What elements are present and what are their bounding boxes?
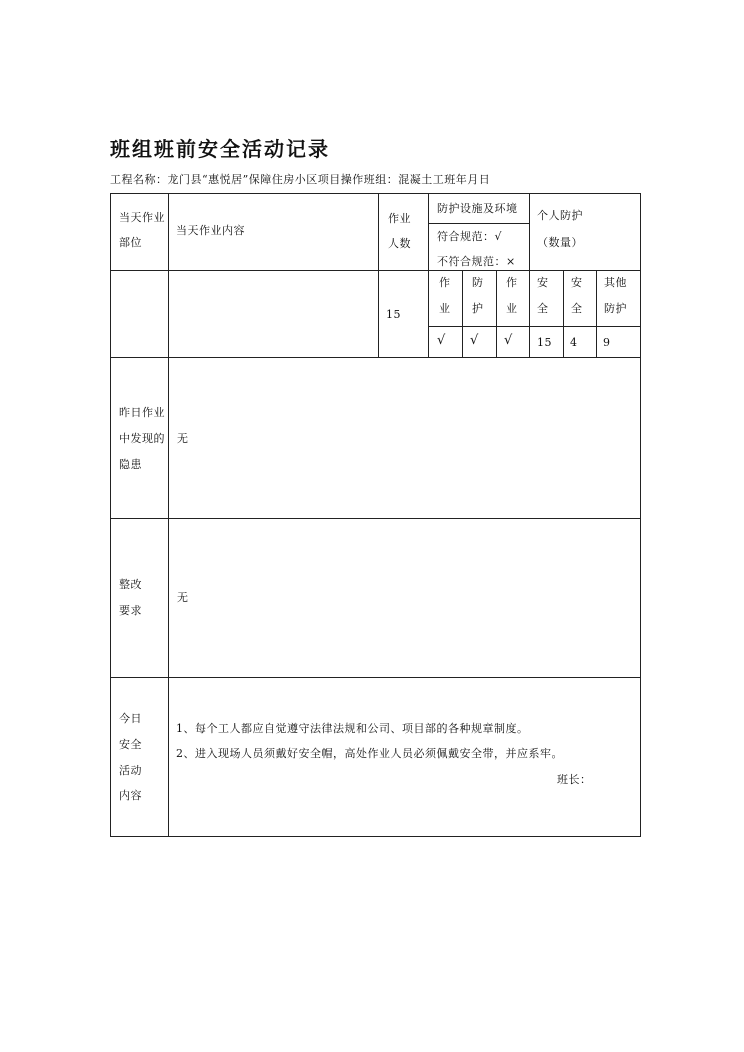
personal-label-1: 个人防护 xyxy=(537,209,583,222)
hazards-label-1: 昨日作业 xyxy=(119,406,165,419)
workers-value: 15 xyxy=(386,308,401,321)
row-line-2 xyxy=(110,357,641,358)
work2-sub-1: 作 xyxy=(506,276,518,289)
col-line-protect xyxy=(529,193,530,358)
safety2-sub-1: 安 xyxy=(571,276,583,289)
today-label-4: 内容 xyxy=(119,789,142,802)
today-label-3: 活动 xyxy=(119,764,142,777)
comply-label: 符合规范：√ xyxy=(437,230,503,243)
other-sub-2: 防护 xyxy=(604,302,627,315)
content-label: 当天作业内容 xyxy=(176,224,245,237)
rectify-label-1: 整改 xyxy=(119,578,142,591)
col-line-sub5 xyxy=(596,270,597,358)
check-value-3: √ xyxy=(504,333,513,348)
row-line-sub2 xyxy=(428,326,641,327)
work-sub-1: 作 xyxy=(439,276,451,289)
protect-env-label: 防护设施及环境 xyxy=(437,202,518,215)
today-item-2: 2、进入现场人员须戴好安全帽，高处作业人员必须佩戴安全带，并应系牢。 xyxy=(176,747,563,760)
dept-label-1: 当天作业 xyxy=(119,211,165,224)
border-bottom xyxy=(110,836,641,837)
work2-sub-2: 业 xyxy=(506,302,518,315)
row-line-3 xyxy=(110,518,641,519)
col-line-sub1 xyxy=(462,270,463,358)
record-table xyxy=(110,193,641,837)
safety1-value: 15 xyxy=(537,336,552,349)
today-label-1: 今日 xyxy=(119,712,142,725)
work-sub-2: 业 xyxy=(439,302,451,315)
safety1-sub-1: 安 xyxy=(537,276,549,289)
col-line-workers xyxy=(428,193,429,358)
border-right xyxy=(640,193,641,837)
col-line-content xyxy=(378,193,379,358)
safety2-sub-2: 全 xyxy=(571,302,583,315)
other-sub-1: 其他 xyxy=(604,276,627,289)
page-title: 班组班前安全活动记录 xyxy=(110,137,330,161)
rectify-value: 无 xyxy=(177,591,189,604)
col-line-sub4 xyxy=(563,270,564,358)
workers-label-1: 作业 xyxy=(388,212,411,225)
hazards-label-2: 中发现的 xyxy=(119,432,165,445)
today-label-2: 安全 xyxy=(119,738,142,751)
dept-label-2: 部位 xyxy=(119,236,142,249)
check-value-1: √ xyxy=(437,333,446,348)
col-line-label xyxy=(168,193,169,837)
hazards-label-3: 隐患 xyxy=(119,458,142,471)
project-line: 工程名称：龙门县“惠悦居”保障住房小区项目操作班组：混凝土工班年月日 xyxy=(110,173,491,186)
border-top xyxy=(110,193,641,194)
col-line-sub2 xyxy=(496,270,497,358)
rectify-label-2: 要求 xyxy=(119,604,142,617)
protect-sub-1: 防 xyxy=(472,276,484,289)
safety1-sub-2: 全 xyxy=(537,302,549,315)
row-line-4 xyxy=(110,677,641,678)
workers-label-2: 人数 xyxy=(388,237,411,250)
check-value-2: √ xyxy=(470,333,479,348)
row-line-sub1 xyxy=(428,223,529,224)
other-value: 9 xyxy=(603,336,611,349)
safety2-value: 4 xyxy=(570,336,578,349)
noncomply-label: 不符合规范：× xyxy=(437,255,516,268)
hazards-value: 无 xyxy=(177,432,189,445)
border-left xyxy=(110,193,111,837)
personal-label-2: （数量） xyxy=(537,236,583,249)
leader-label: 班长： xyxy=(557,773,592,786)
protect-sub-2: 护 xyxy=(472,302,484,315)
today-item-1: 1、每个工人都应自觉遵守法律法规和公司、项目部的各种规章制度。 xyxy=(176,722,529,735)
row-line-1 xyxy=(110,270,641,271)
